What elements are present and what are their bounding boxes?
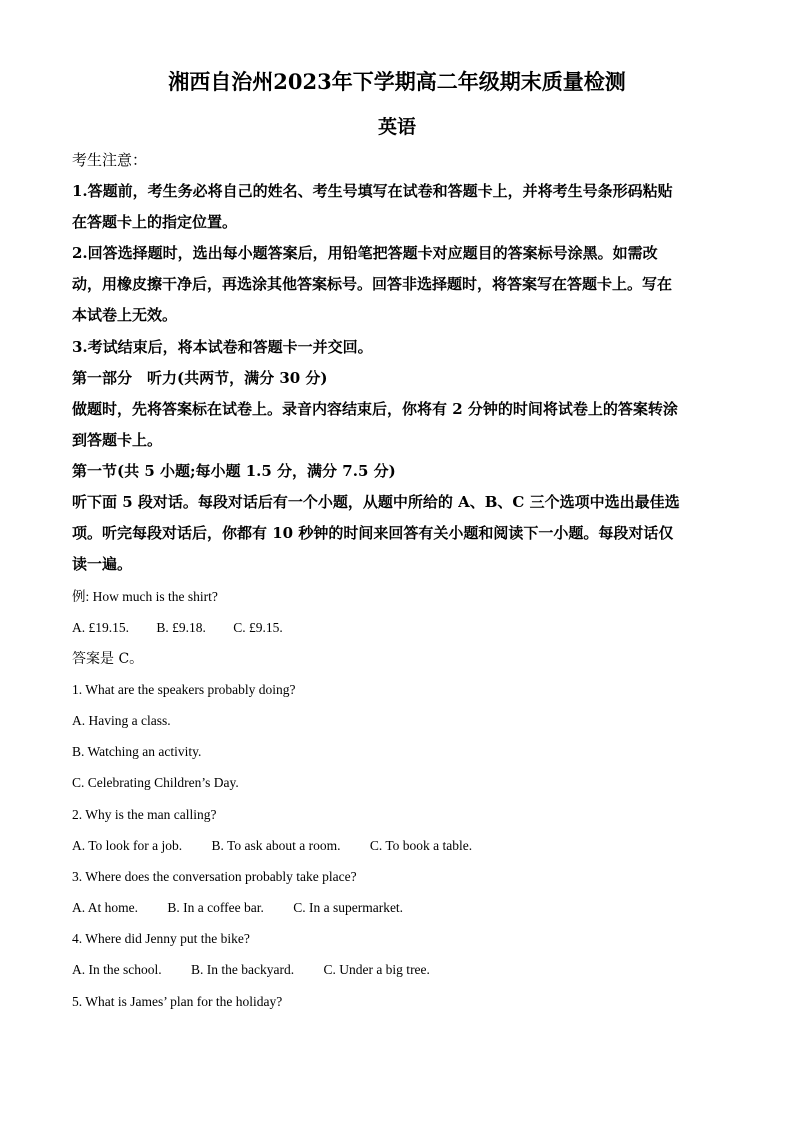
question-3-option-c: C. In a supermarket. <box>293 900 404 915</box>
example-option-c: C. £9.15. <box>233 620 283 635</box>
example-question: 例: How much is the shirt? <box>72 589 218 604</box>
question-3-options <box>72 898 722 918</box>
notice-item-2-line-3: 本试卷上无效。 <box>72 306 178 324</box>
question-4-option-c: C. Under a big tree. <box>323 962 430 977</box>
question-2-option-a: A. To look for a job. <box>72 838 183 853</box>
section1-instruction-line-2: 项。听完每段对话后，你都有 10 秒钟的时间来回答有关小题和阅读下一小题。每段对话仅 <box>72 524 674 542</box>
question-4-option-a: A. In the school. <box>72 962 162 977</box>
question-4-options <box>72 960 722 980</box>
example-option-b: B. £9.18. <box>156 620 206 635</box>
question-3-option-b: B. In a coffee bar. <box>167 900 264 915</box>
question-3-option-a: A. At home. <box>72 900 138 915</box>
question-5-stem: 5. What is James’ plan for the holiday? <box>72 994 283 1009</box>
example-answer: 答案是 C。 <box>72 651 144 667</box>
question-2-option-c: C. To book a table. <box>369 838 473 853</box>
section1-heading: 第一节(共 5 小题;每小题 1.5 分，满分 7.5 分) <box>72 462 396 480</box>
notice-heading: 考生注意： <box>72 151 148 169</box>
section1-instruction-line-3: 读一遍。 <box>72 555 133 573</box>
question-1-stem: 1. What are the speakers probably doing? <box>72 682 296 697</box>
question-1-option-b: B. Watching an activity. <box>72 744 202 759</box>
question-2-options <box>72 836 722 856</box>
notice-item-1-line-1: 1.答题前，考生务必将自己的姓名、考生号填写在试卷和答题卡上，并将考生号条形码粘贴 <box>72 182 673 200</box>
exam-title: 湘西自治州2023年下学期高二年级期末质量检测 <box>168 69 626 94</box>
part1-heading: 第一部分 听力(共两节，满分 30 分) <box>72 369 328 387</box>
example-option-a: A. £19.15. <box>72 620 129 635</box>
question-1-option-c: C. Celebrating Children’s Day. <box>72 775 239 790</box>
question-4-option-b: B. In the backyard. <box>190 962 295 977</box>
question-1-option-a: A. Having a class. <box>72 713 171 728</box>
notice-item-2-line-1: 2.回答选择题时，选出每小题答案后，用铅笔把答题卡对应题目的答案标号涂黑。如需改 <box>72 244 658 262</box>
question-2-stem: 2. Why is the man calling? <box>72 807 217 822</box>
notice-item-3: 3.考试结束后，将本试卷和答题卡一并交回。 <box>72 338 373 356</box>
part1-intro-line-2: 到答题卡上。 <box>72 431 163 449</box>
notice-item-1-line-2: 在答题卡上的指定位置。 <box>72 213 238 231</box>
question-2-option-b: B. To ask about a room. <box>211 838 341 853</box>
example-options <box>72 618 722 638</box>
question-4-stem: 4. Where did Jenny put the bike? <box>72 931 250 946</box>
question-3-stem: 3. Where does the conversation probably take place? <box>72 869 357 884</box>
notice-item-2-line-2: 动，用橡皮擦干净后，再选涂其他答案标号。回答非选择题时，将答案写在答题卡上。写在 <box>72 275 673 293</box>
section1-instruction-line-1: 听下面 5 段对话。每段对话后有一个小题，从题中所给的 A、B、C 三个选项中选出最佳选 <box>72 493 680 511</box>
part1-intro-line-1: 做题时，先将答案标在试卷上。录音内容结束后，你将有 2 分钟的时间将试卷上的答案转涂 <box>72 400 678 418</box>
subject-title: 英语 <box>377 116 416 138</box>
